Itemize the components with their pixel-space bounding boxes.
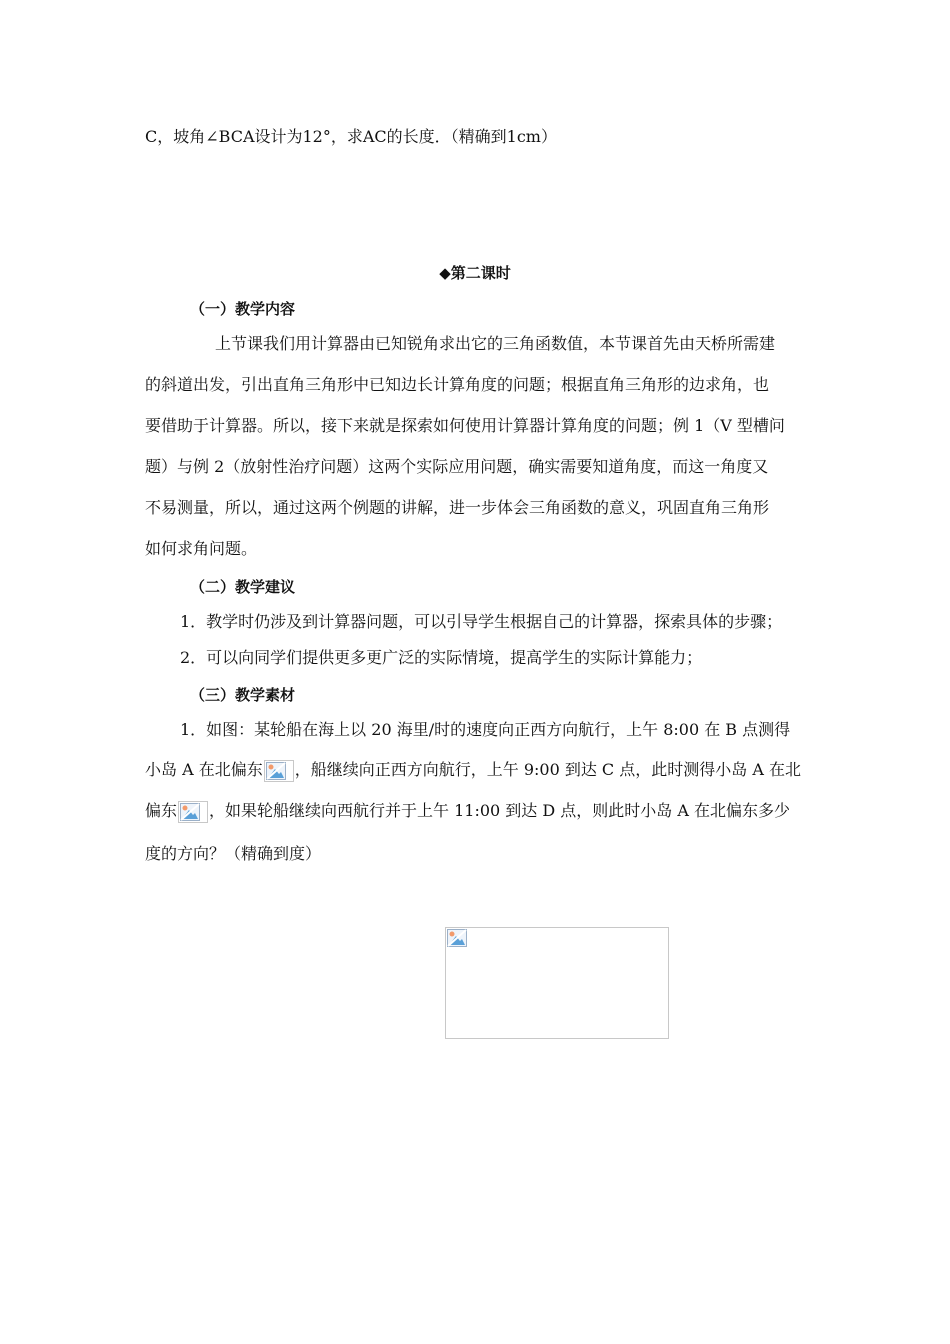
part3-line: 度的方向？（精确到度） [145, 844, 322, 863]
part1-line: 题）与例 2（放射性治疗问题）这两个实际应用问题，确实需要知道角度，而这一角度又 [145, 457, 769, 476]
part3-text: 偏东 [145, 801, 178, 820]
figure-image [445, 927, 669, 1039]
section-title: ◆第二课时 [439, 264, 511, 282]
part1-line: 的斜道出发，引出直角三角形中已知边长计算角度的问题；根据直角三角形的边求角，也 [145, 375, 770, 394]
part2-heading: （二）教学建议 [190, 578, 296, 596]
broken-image-icon [178, 801, 208, 823]
part1-line: 要借助于计算器。所以，接下来就是探索如何使用计算器计算角度的问题；例 1（V 型槽问 [145, 416, 785, 435]
part1-line: 如何求角问题。 [145, 539, 258, 558]
part3-line-with-image [145, 800, 815, 823]
part1-line: 不易测量，所以，通过这两个例题的讲解，进一步体会三角函数的意义，巩固直角三角形 [145, 498, 770, 517]
top-text-line: C，坡角∠BCA设计为12°，求AC的长度．（精确到1cm） [145, 127, 557, 146]
part3-text: ，如果轮船继续向西航行并于上午 11:00 到达 D 点，则此时小岛 A 在北偏东多少 [209, 801, 791, 820]
part2-item: 2．可以向同学们提供更多更广泛的实际情境，提高学生的实际计算能力； [180, 648, 703, 667]
part3-line-with-image [145, 759, 815, 782]
part1-heading: （一）教学内容 [190, 300, 296, 318]
part3-line: 1．如图：某轮船在海上以 20 海里/时的速度向正西方向航行，上午 8:00 在 B 点测得 [180, 720, 791, 739]
part3-text: ，船继续向正西方向航行，上午 9:00 到达 C 点，此时测得小岛 A 在北 [294, 760, 801, 779]
part2-item: 1．教学时仍涉及到计算器问题，可以引导学生根据自己的计算器，探索具体的步骤； [180, 612, 783, 631]
part3-heading: （三）教学素材 [190, 686, 296, 704]
part3-text: 小岛 A 在北偏东 [145, 760, 263, 779]
broken-image-icon [264, 760, 294, 782]
part1-line: 上节课我们用计算器由已知锐角求出它的三角函数值，本节课首先由天桥所需建 [215, 334, 776, 353]
